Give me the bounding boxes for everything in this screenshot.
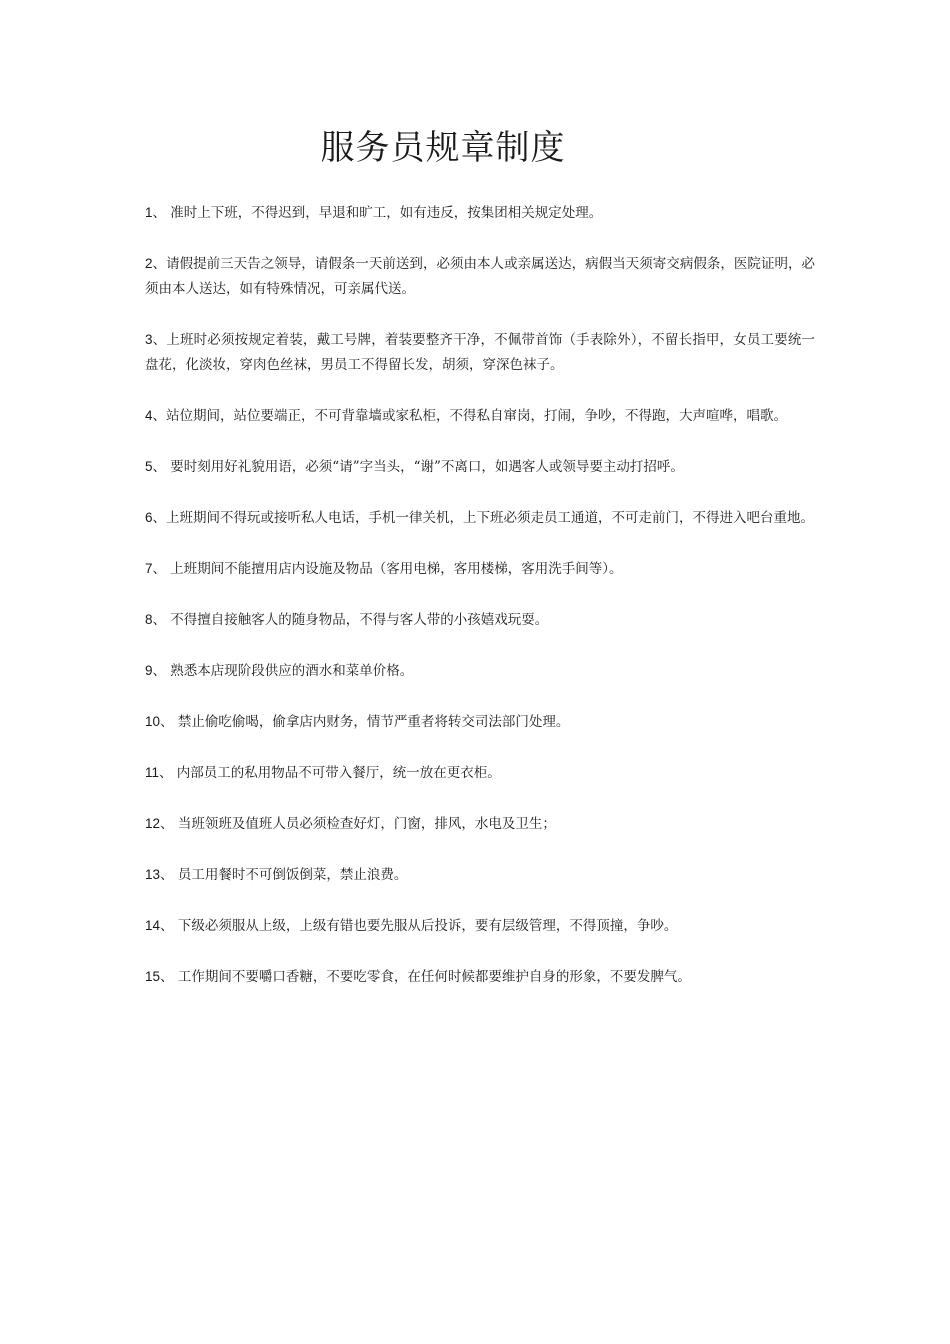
rule-text: 站位期间，站位要端正，不可背靠墙或家私柜，不得私自窜岗，打闹，争吵，不得跑，大声喧哗，唱歌。 bbox=[166, 408, 788, 424]
rule-number: 5、 bbox=[145, 459, 167, 474]
rule-text: 工作期间不要嚼口香糖，不要吃零食，在任何时候都要维护自身的形象，不要发脾气。 bbox=[173, 969, 691, 985]
rule-item-4 bbox=[145, 403, 815, 429]
page-title: 服务员规章制度 bbox=[320, 128, 566, 168]
rule-number: 8、 bbox=[145, 612, 167, 627]
rule-number: 11、 bbox=[145, 765, 173, 780]
rule-item-10 bbox=[145, 709, 815, 735]
rule-item-2 bbox=[145, 251, 815, 302]
rule-text: 要时刻用好礼貌用语，必须“请”字当头，“谢”不离口，如遇客人或领导要主动打招呼。 bbox=[166, 459, 684, 475]
rule-number: 12、 bbox=[145, 816, 174, 831]
rule-text: 内部员工的私用物品不可带入餐厅，统一放在更衣柜。 bbox=[172, 765, 501, 781]
rule-text: 员工用餐时不可倒饭倒菜，禁止浪费。 bbox=[173, 867, 408, 883]
rule-text: 不得擅自接触客人的随身物品，不得与客人带的小孩嬉戏玩耍。 bbox=[166, 612, 549, 628]
rule-text: 当班领班及值班人员必须检查好灯，门窗，排风，水电及卫生； bbox=[173, 816, 556, 832]
rule-text: 上班期间不能擅用店内设施及物品（客用电梯，客用楼梯，客用洗手间等）。 bbox=[166, 561, 623, 577]
rule-item-8 bbox=[145, 607, 815, 633]
rule-item-9 bbox=[145, 658, 815, 684]
rule-text: 请假提前三天告之领导，请假条一天前送到，必须由本人或亲属送达，病假当天须寄交病假条，医院证明，必须由本人送达，如有特殊情况，可亲属代送。 bbox=[145, 256, 816, 297]
rule-item-7 bbox=[145, 556, 815, 582]
rule-number: 15、 bbox=[145, 969, 174, 984]
rule-item-15 bbox=[145, 964, 815, 990]
rule-item-12 bbox=[145, 811, 815, 837]
rules-list bbox=[145, 200, 815, 1015]
rule-number: 7、 bbox=[145, 561, 167, 576]
rule-number: 2、 bbox=[145, 256, 167, 271]
rule-number: 1、 bbox=[145, 205, 167, 220]
rule-text: 禁止偷吃偷喝，偷拿店内财务，情节严重者将转交司法部门处理。 bbox=[173, 714, 570, 730]
rule-item-13 bbox=[145, 862, 815, 888]
rule-number: 14、 bbox=[145, 918, 174, 933]
rule-item-14 bbox=[145, 913, 815, 939]
rule-number: 3、 bbox=[145, 332, 167, 347]
rule-number: 13、 bbox=[145, 867, 174, 882]
rule-text: 上班时必须按规定着装，戴工号牌，着装要整齐干净，不佩带首饰（手表除外），不留长指甲，女员工要统一盘花，化淡妆，穿肉色丝袜，男员工不得留长发，胡须，穿深色袜子。 bbox=[145, 332, 815, 373]
rule-number: 4、 bbox=[145, 408, 167, 423]
rule-text: 上班期间不得玩或接听私人电话，手机一律关机，上下班必须走员工通道，不可走前门，不得进入吧台重地。 bbox=[166, 510, 815, 526]
rule-number: 9、 bbox=[145, 663, 167, 678]
rule-item-6 bbox=[145, 505, 815, 531]
rule-number: 6、 bbox=[145, 510, 167, 525]
rule-item-3 bbox=[145, 327, 815, 378]
rule-text: 熟悉本店现阶段供应的酒水和菜单价格。 bbox=[166, 663, 414, 679]
rule-item-1 bbox=[145, 200, 815, 226]
rule-item-5 bbox=[145, 454, 815, 480]
rule-text: 准时上下班，不得迟到，早退和旷工，如有违反，按集团相关规定处理。 bbox=[166, 205, 603, 221]
rule-number: 10、 bbox=[145, 714, 174, 729]
rule-item-11 bbox=[145, 760, 815, 786]
rule-text: 下级必须服从上级，上级有错也要先服从后投诉，要有层级管理，不得顶撞，争吵。 bbox=[173, 918, 678, 934]
